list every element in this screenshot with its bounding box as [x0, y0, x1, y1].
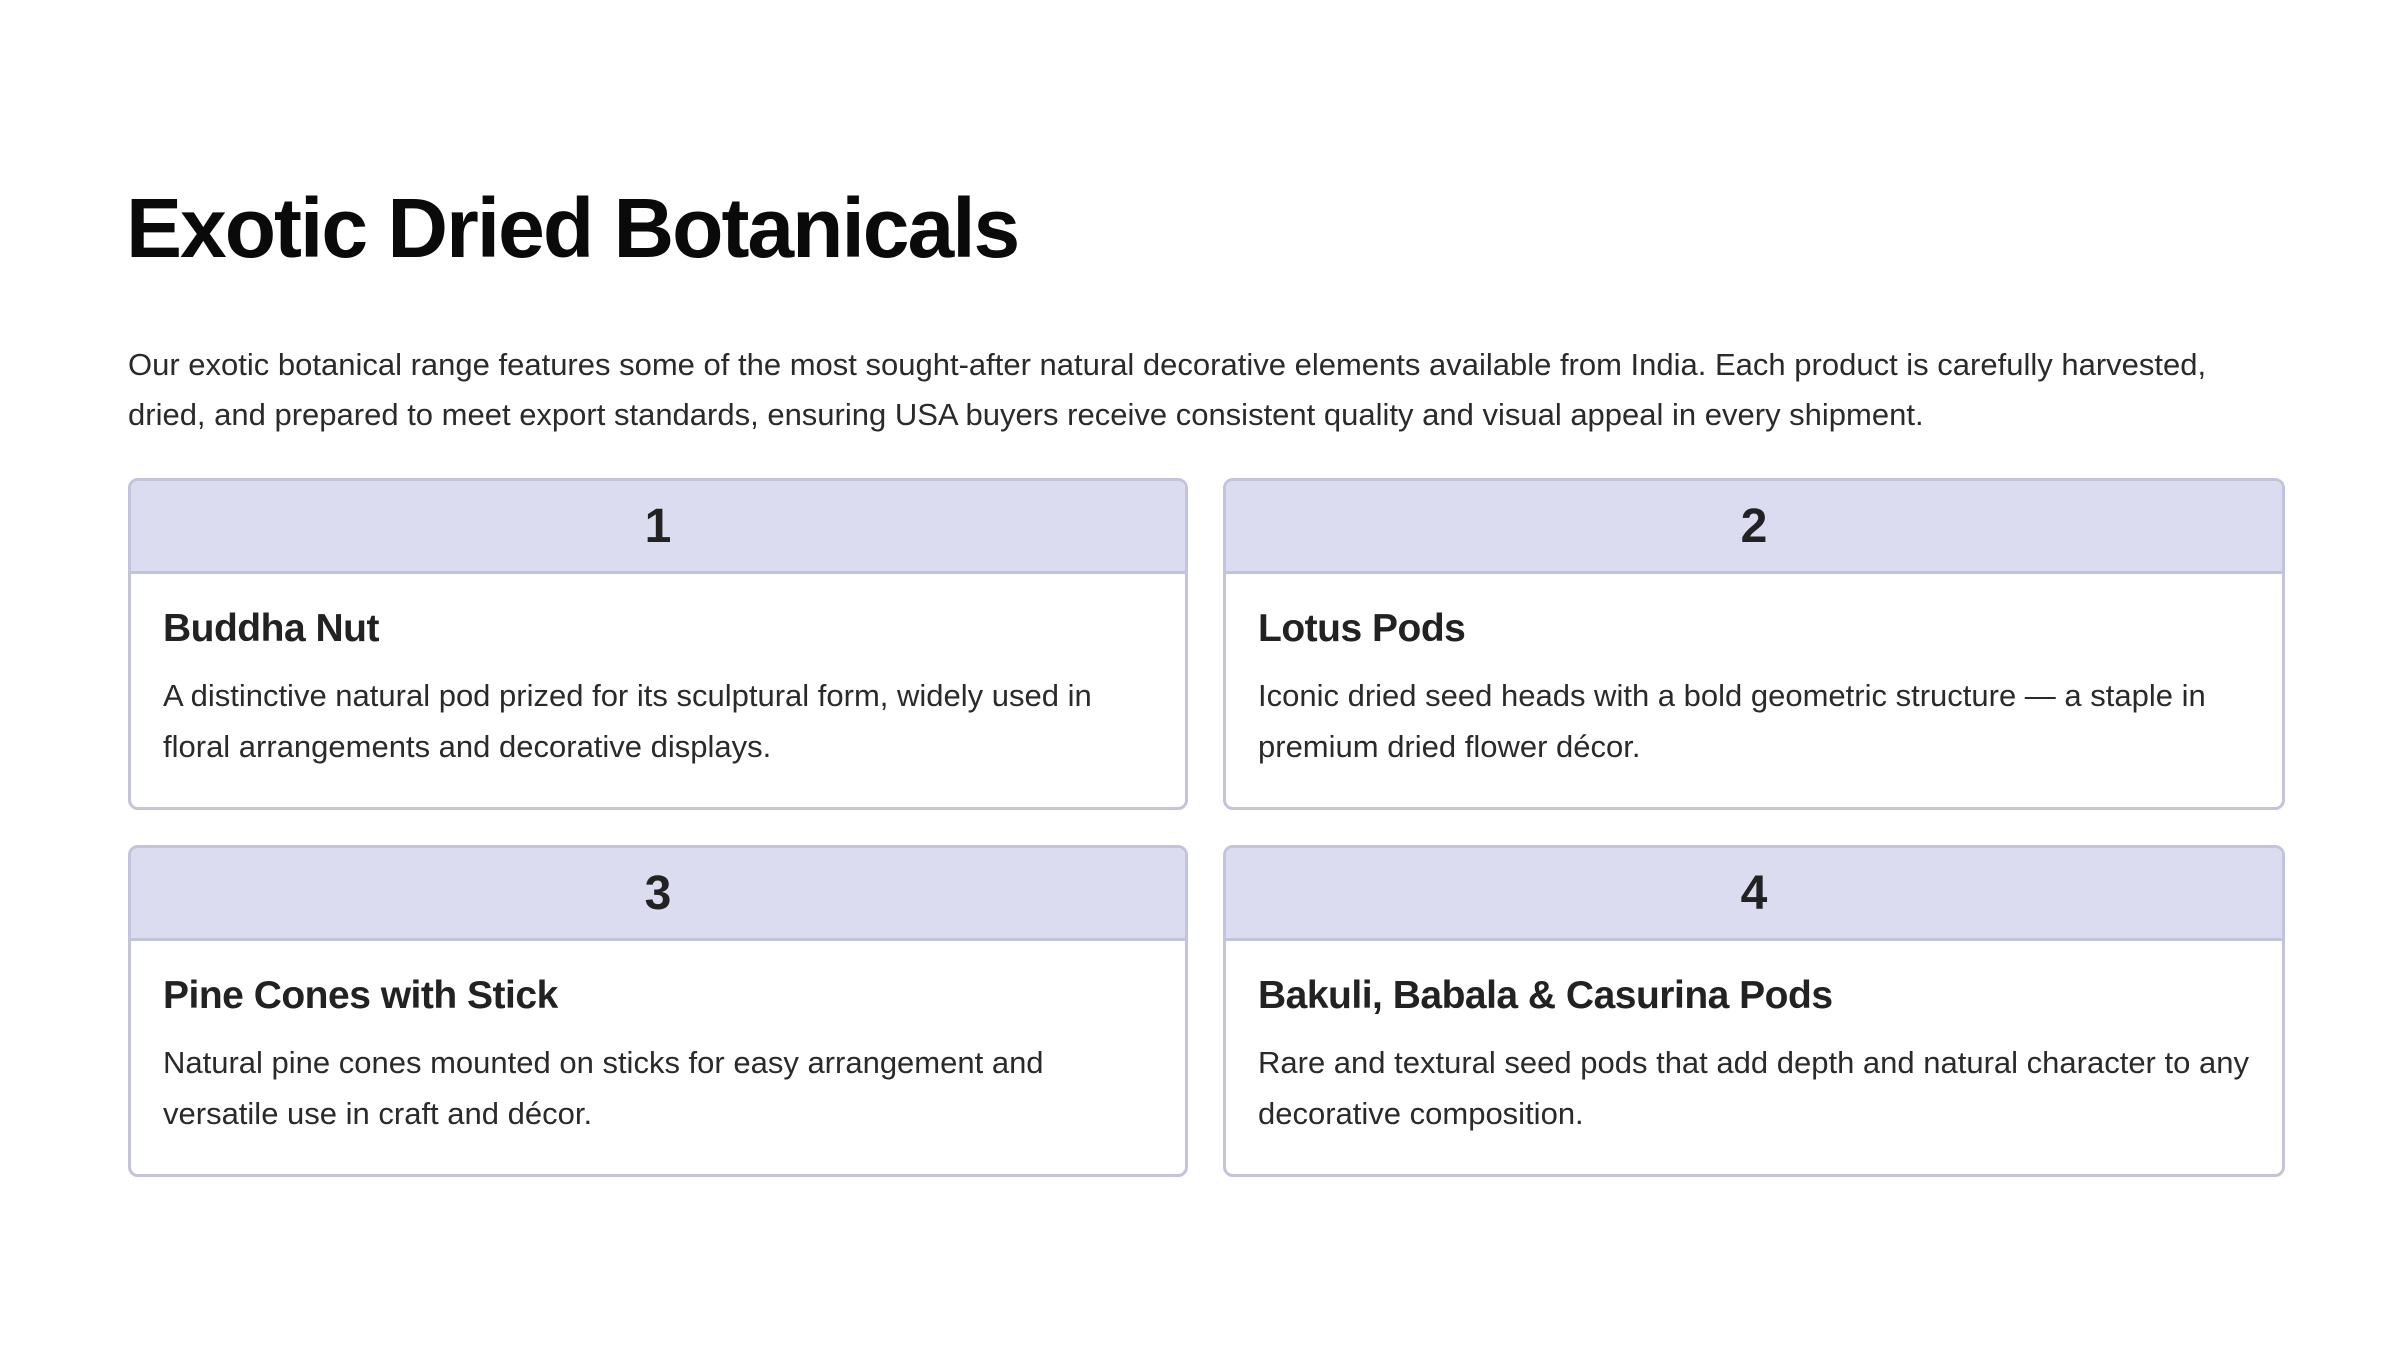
card-title: Pine Cones with Stick	[163, 974, 558, 1017]
card-number: 4	[1226, 848, 2282, 941]
product-grid	[128, 478, 2285, 1177]
card-description: Rare and textural seed pods that add depth and natural character to any decorative composition.	[1258, 1045, 2249, 1131]
card-number: 3	[131, 848, 1185, 941]
card-description: A distinctive natural pod prized for its sculptural form, widely used in floral arrangements and decorative displays.	[163, 678, 1092, 764]
product-card-4	[1223, 845, 2285, 1177]
card-title: Bakuli, Babala & Casurina Pods	[1258, 974, 1833, 1017]
card-title: Lotus Pods	[1258, 607, 1466, 650]
product-card-2	[1223, 478, 2285, 810]
page-title: Exotic Dried Botanicals	[126, 181, 1019, 275]
card-description: Natural pine cones mounted on sticks for easy arrangement and versatile use in craft and décor.	[163, 1045, 1044, 1131]
product-card-3	[128, 845, 1188, 1177]
card-title: Buddha Nut	[163, 607, 379, 650]
product-card-1	[128, 478, 1188, 810]
card-number: 1	[131, 481, 1185, 574]
card-description: Iconic dried seed heads with a bold geometric structure — a staple in premium dried flower décor.	[1258, 678, 2206, 764]
intro-paragraph: Our exotic botanical range features some of the most sought-after natural decorative elements available from India. Each product is carefully harvested, dried, and prepared to meet export standards, ensuring USA buyers receive consistent quality and visual appeal in every shipment.	[128, 347, 2207, 432]
card-number: 2	[1226, 481, 2282, 574]
